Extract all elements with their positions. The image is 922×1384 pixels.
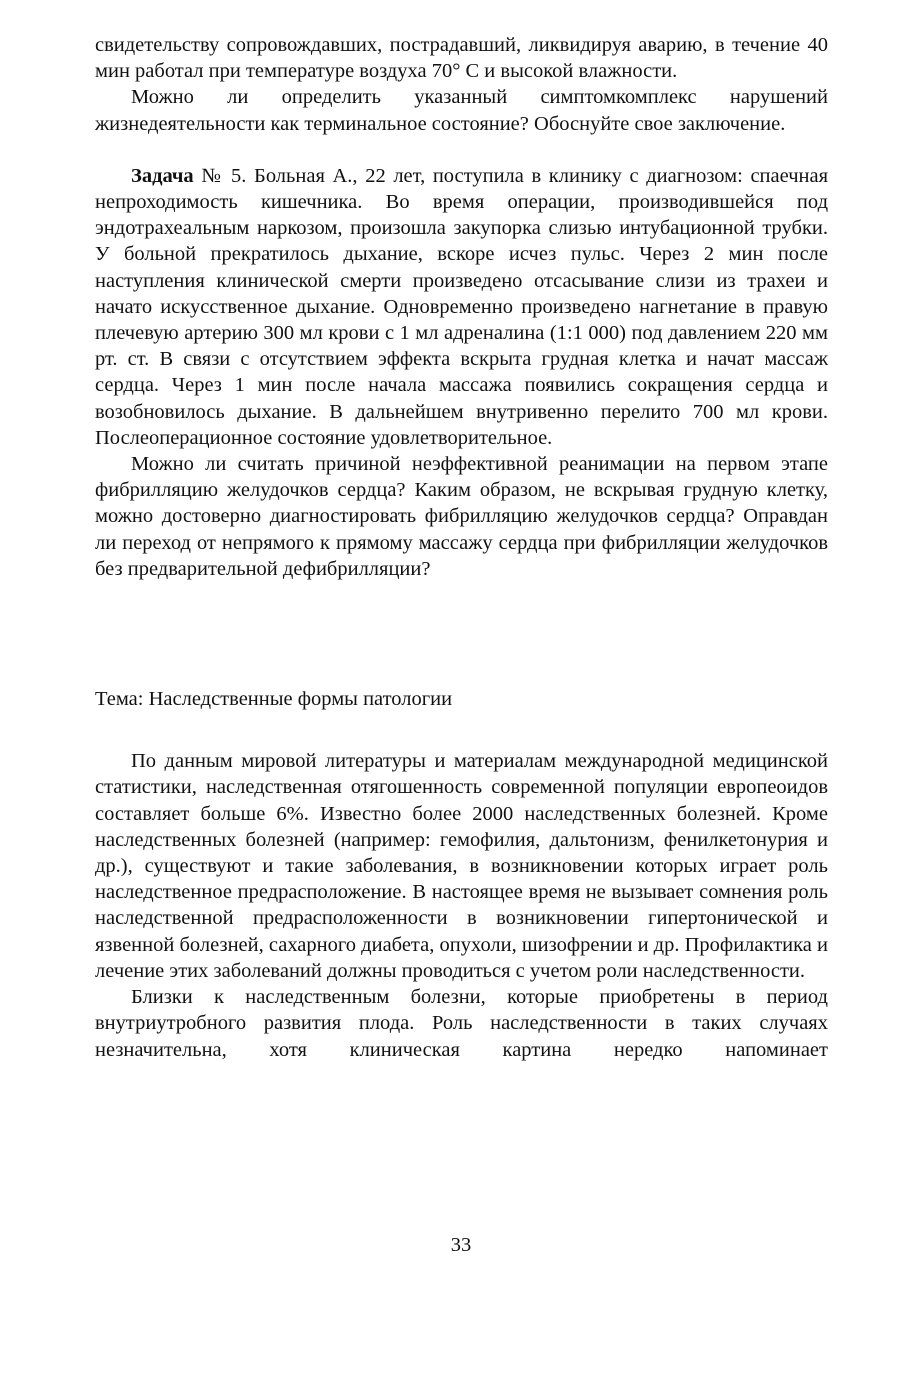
task5-text: Больная А., 22 лет, поступила в клинику с диагнозом: спаечная непроходимость кишечника. Во время операции, производившейся под эндотрахеальным наркозом, произошла закупорка слизью интубационной трубки. У больной прекратилось дыхание, вскоре исчез пульс. Через 2 мин после наступления клинической смерти произведено отсасывание слизи из трахеи и начато искусственное дыхание. Одновременно произведено нагнетание в правую плечевую артерию 300 мл крови с 1 мл адреналина (1:1 000) под давлением 220 мм рт. ст. В связи с отсутствием эффекта вскрыта грудная клетка и начат массаж сердца. Через 1 мин после начала массажа появились сокращения сердца и возобновилось дыхание. В дальнейшем внутривенно перелито 700 мл крови. Послеоперационное состояние удовлетворительное. (95, 164, 829, 449)
task5-question: Можно ли считать причиной неэффективной реанимации на первом этапе фибрилляцию желудочков сердца? Каким образом, не вскрывая грудную клетку, можно достоверно диагностировать фибрилляцию желудочков сердца? Оправдан ли переход от непрямого к прямому массажу сердца при фибрилляции желудочков без предварительной дефибрилляции? (95, 453, 828, 580)
spacer (95, 712, 828, 748)
task5-label: Задача (131, 164, 194, 187)
intro-continuation: свидетельству сопровождавших, пострадавший, ликвидируя аварию, в течение 40 мин работал при температуре воздуха 70° С и высокой влажности. (95, 34, 828, 83)
intro-question: Можно ли определить указанный симптомкомплекс нарушений жизнедеятельности как терминальное состояние? Обоснуйте свое заключение. (95, 86, 828, 135)
task5-body (95, 163, 828, 451)
document-page (95, 32, 828, 1063)
topic-paragraph-1: По данным мировой литературы и материалам международной медицинской статистики, наследственная отягошенность современной популяции европеоидов составляет больше 6%. Известно более 2000 наследственных болезней. Кроме наследственных болезней (например: гемофилия, дальтонизм, фенилкетонурия и др.), существуют и такие заболевания, в возникновении которых играет роль наследственное предрасположение. В настоящее время не вызывает сомнения роль наследственной предрасположенности в возникновении гипертонической и язвенной болезней, сахарного диабета, опухоли, шизофрении и др. Профилактика и лечение этих заболеваний должны проводиться с учетом роли наследственности. (95, 750, 828, 982)
spacer (95, 582, 828, 686)
topic-paragraph-2: Близки к наследственным болезни, которые приобретены в период внутриутробного развития плода. Роль наследственности в таких случаях незначительна, хотя клиническая картина нередко напоминает (95, 986, 828, 1061)
spacer (95, 137, 828, 163)
topic-heading: Тема: Наследственные формы патологии (95, 688, 453, 711)
task5-number: № 5. (201, 164, 247, 187)
page-number: 33 (450, 1234, 472, 1256)
